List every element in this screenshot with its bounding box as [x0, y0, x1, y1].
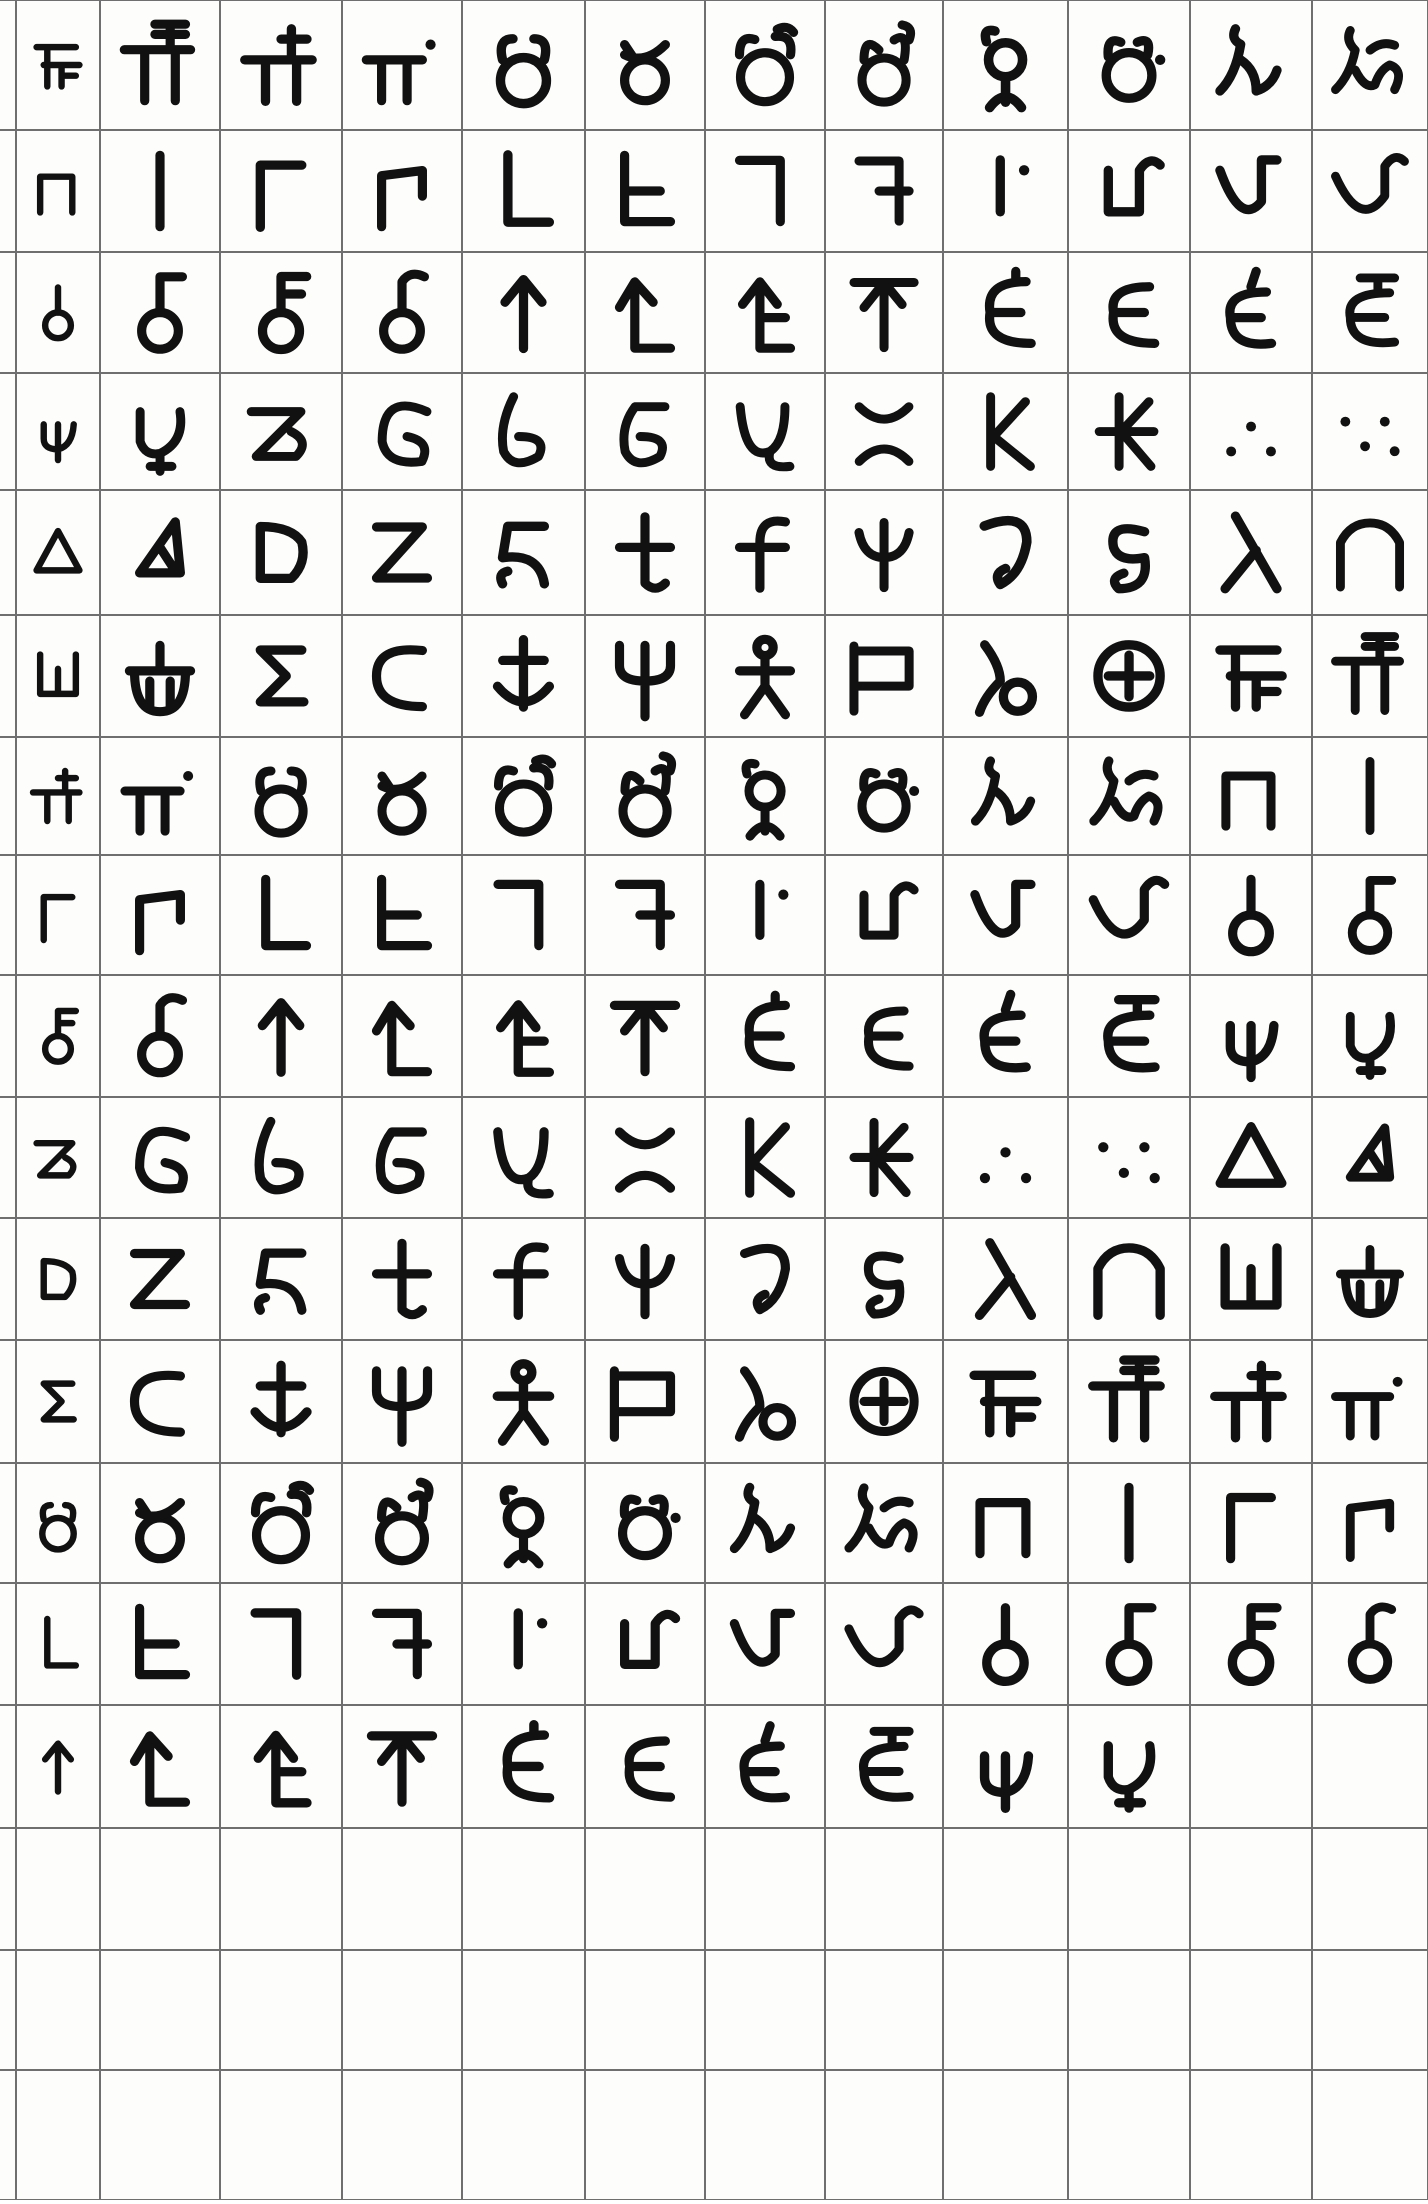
glyph-gamma-icon — [260, 165, 301, 227]
glyph-pi-top-icon — [1093, 1360, 1160, 1438]
glyph-tick-dot-icon — [518, 1613, 547, 1665]
glyph-swan-icon — [984, 521, 1027, 585]
glyph-z-loop-icon — [37, 1143, 74, 1175]
glyph-pi-dot-icon — [366, 40, 435, 101]
glyph-hook-icon — [985, 30, 1022, 107]
glyph-epsilon-tick-icon — [984, 994, 1026, 1067]
glyph-bar-stem-icon — [1226, 776, 1271, 826]
glyph-box-flag-icon — [614, 1371, 670, 1437]
glyph-plus-foot-icon — [620, 517, 671, 588]
glyph-z-icon — [135, 1254, 186, 1305]
glyph-corner-flag-icon — [382, 171, 423, 227]
glyph-double-bar-stem-icon — [974, 1375, 1037, 1432]
glyph-dots-four-icon — [1098, 1142, 1160, 1183]
glyph-pi-dot-icon — [1335, 1377, 1402, 1436]
glyph-arrow-tick-icon — [371, 1736, 432, 1802]
glyph-e-comb-icon — [625, 155, 671, 221]
glyph-g-hook-icon — [382, 406, 427, 462]
glyph-fork-icon — [620, 645, 671, 716]
glyph-ring-stem-icon — [45, 288, 71, 339]
glyph-cup-stem-icon — [975, 884, 1031, 933]
glyph-cup-hook-icon — [849, 1610, 919, 1663]
glyph-six-cap-icon — [624, 407, 665, 463]
glyph-ring-loop-icon — [862, 25, 911, 102]
glyph-curled-tripod-icon — [1335, 30, 1398, 89]
glyph-cup-hook-icon — [1093, 880, 1164, 934]
glyph-k-icon — [991, 397, 1031, 467]
glyph-dotted-hook-icon — [623, 1499, 681, 1556]
glyph-seven-bar-icon — [620, 884, 671, 945]
glyph-ring-cross-icon — [140, 1503, 181, 1559]
glyph-trident-foot-icon — [140, 412, 181, 472]
glyph-arrow-icon — [505, 280, 542, 349]
glyph-seven-icon — [740, 160, 781, 221]
glyph-chi-icon — [859, 407, 909, 462]
glyph-w-box-icon — [40, 655, 76, 694]
glyph-curl-icon — [868, 1256, 899, 1314]
glyph-tripod-icon — [1220, 29, 1277, 91]
glyph-seal-icon — [854, 1371, 914, 1431]
glyph-six-icon — [502, 397, 541, 463]
glyph-ring-cross-icon — [625, 45, 666, 101]
glyph-tick-dot-icon — [760, 884, 789, 935]
glyph-arch-icon — [1340, 523, 1399, 587]
glyph-corner-flag-icon — [140, 895, 181, 951]
glyph-ring-f-icon — [384, 274, 425, 349]
glyph-epsilon-stem-icon — [749, 995, 790, 1066]
glyph-epsilon-tick-icon — [1230, 271, 1272, 344]
glyph-arrow-bar-icon — [258, 1735, 307, 1802]
glyph-ring-loop-icon — [380, 1482, 429, 1561]
glyph-trident-foot-icon — [1350, 1016, 1390, 1075]
glyph-pi-tick-icon — [1215, 1365, 1282, 1438]
glyph-ring-cap-icon — [142, 277, 183, 349]
glyph-seven-icon — [255, 1613, 296, 1675]
glyph-triangle-icon — [1220, 1127, 1282, 1184]
glyph-lambda-icon — [1225, 516, 1277, 589]
glyph-bent-hook-icon — [1108, 161, 1160, 212]
glyph-six-cap-icon — [380, 1132, 422, 1190]
glyph-person-icon — [497, 1364, 549, 1441]
glyph-f-icon — [498, 1247, 545, 1315]
glyph-psi-icon — [620, 1248, 671, 1314]
glyph-d-icon — [260, 527, 303, 579]
glyph-ring-cross-icon — [382, 776, 422, 831]
glyph-trident-foot-icon — [1108, 1746, 1150, 1808]
glyph-pi-tick-icon — [33, 771, 79, 821]
glyph-layer — [33, 24, 1405, 1808]
glyph-ring-horns-icon — [256, 1485, 310, 1559]
glyph-hook-icon — [746, 763, 781, 836]
glyph-epsilon-icon — [629, 1741, 670, 1797]
glyph-seven-bar-icon — [859, 161, 909, 221]
glyph-l-foot-icon — [508, 155, 549, 222]
glyph-ring-cap-icon — [1352, 880, 1391, 950]
glyph-ring-stem-icon — [1233, 879, 1270, 951]
glyph-epsilon-stem-icon — [990, 271, 1032, 343]
glyph-dotted-hook-icon — [1106, 41, 1165, 99]
glyph-ring-loop-icon — [623, 756, 672, 833]
glyph-bent-hook-icon — [864, 886, 914, 935]
glyph-dotted-hook-icon — [862, 772, 919, 828]
glyph-s-hook-icon — [501, 526, 545, 583]
glyph-gamma-icon — [1231, 1498, 1272, 1559]
glyph-lambda-icon — [980, 1243, 1032, 1316]
glyph-arrow-tail-icon — [135, 1736, 186, 1802]
glyph-dots-four-icon — [1340, 417, 1399, 456]
glyph-cup-stem-icon — [734, 1613, 790, 1662]
glyph-ring-hook-icon — [42, 1505, 73, 1549]
glyph-z-icon — [377, 527, 428, 578]
glyph-epsilon-bar-icon — [1350, 278, 1395, 343]
glyph-l-foot-icon — [266, 879, 307, 945]
glyph-plus-foot-icon — [377, 1243, 428, 1314]
glyph-d-icon — [44, 1261, 73, 1297]
glyph-tripod-icon — [734, 1487, 790, 1548]
glyph-trident-lean-icon — [985, 1756, 1029, 1808]
glyph-epsilon-stem-icon — [507, 1725, 549, 1798]
glyph-fork-icon — [377, 1371, 428, 1442]
glyph-bar-stem-icon — [40, 177, 72, 213]
glyph-curled-tripod-icon — [849, 1488, 913, 1548]
glyph-bent-hook-icon — [625, 1614, 676, 1664]
glyph-six-icon — [259, 1122, 299, 1190]
glyph-ring-f-icon — [142, 998, 183, 1073]
glyph-psi-icon — [859, 522, 909, 587]
glyph-cup-tail-icon — [498, 1132, 549, 1194]
glyph-ring-hook-icon — [259, 771, 303, 833]
glyph-cup-tail-icon — [740, 407, 790, 467]
glyph-pi-top-icon — [124, 24, 190, 101]
glyph-epsilon-bar-icon — [863, 1731, 909, 1797]
glyph-epsilon-bar-icon — [1108, 1000, 1155, 1068]
glyph-anchor-icon — [498, 640, 550, 707]
glyph-arch-icon — [1098, 1248, 1160, 1315]
glyph-chi-icon — [620, 1132, 671, 1188]
glyph-person-icon — [740, 639, 791, 714]
glyph-ring-f-icon — [1352, 1607, 1391, 1680]
glyph-arrow-icon — [45, 1744, 71, 1792]
glyph-cup-hook-icon — [1335, 157, 1404, 209]
glyph-seven-bar-icon — [377, 1613, 428, 1674]
glyph-cup-stem-icon — [1220, 160, 1277, 210]
glyph-triangle-icon — [37, 531, 80, 570]
glyph-e-comb-icon — [140, 1608, 186, 1674]
glyph-double-bar-stem-icon — [37, 47, 80, 86]
glyph-sigma-icon — [44, 1384, 74, 1420]
glyph-bowl-cross-icon — [129, 645, 190, 711]
glyph-ring-bars-icon — [262, 277, 306, 350]
glyph-tick-dot-icon — [1000, 160, 1029, 212]
glyph-arrow-tick-icon — [614, 1005, 675, 1071]
glyph-dots-three-icon — [980, 1147, 1031, 1183]
glyph-k-bar-icon — [1099, 397, 1154, 467]
glyph-arrow-icon — [262, 1003, 299, 1072]
glyph-corner-flag-icon — [1350, 1503, 1389, 1557]
glyph-ring-cap-icon — [1110, 1608, 1151, 1682]
glyph-ring-horns-icon — [498, 759, 551, 832]
glyph-triangle-filled-icon — [140, 522, 181, 573]
glyph-arrow-tail-icon — [620, 282, 671, 348]
glyph-pi-dot-icon — [125, 771, 193, 831]
glyph-pi-tick-icon — [245, 29, 312, 102]
glyph-k-bar-icon — [854, 1122, 909, 1192]
glyph-triangle-filled-icon — [1350, 1128, 1389, 1177]
glyph-e-comb-icon — [382, 879, 428, 945]
glyph-arrow-bar-icon — [743, 282, 791, 348]
glyph-ring-hook-icon — [500, 39, 546, 104]
glyph-dots-three-icon — [1226, 422, 1276, 457]
glyph-epsilon-tick-icon — [744, 1726, 785, 1798]
glyph-bar-stem-icon — [980, 1503, 1026, 1554]
glyph-bowl-cross-icon — [1340, 1249, 1399, 1313]
glyph-ring-bars-icon — [1232, 1608, 1277, 1682]
glyph-curled-tripod-icon — [1094, 761, 1158, 821]
glyph-swan-icon — [745, 1248, 786, 1309]
glyph-arrow-tail-icon — [377, 1005, 428, 1071]
glyph-ring-horns-icon — [740, 27, 794, 101]
glyph-k-icon — [750, 1122, 791, 1193]
glyph-c-icon — [377, 650, 423, 707]
glyph-sigma-icon — [260, 650, 304, 702]
glyph-c-icon — [135, 1375, 181, 1432]
glyph-anchor-icon — [255, 1365, 307, 1432]
glyph-s-hook-icon — [259, 1253, 302, 1310]
glyph-z-loop-icon — [251, 412, 302, 457]
glyph-tripod-icon — [975, 761, 1030, 821]
glyph-lambda-ring-icon — [980, 645, 1033, 712]
glyph-epsilon-icon — [1113, 287, 1155, 344]
glyph-arrow-bar-icon — [501, 1005, 550, 1072]
glyph-ring-stem-icon — [987, 1608, 1024, 1682]
glyph-hook-icon — [504, 1490, 540, 1564]
glyph-gamma-icon — [44, 897, 73, 940]
glyph-seven-icon — [498, 884, 539, 945]
glyph-trident-lean-icon — [1230, 1026, 1274, 1078]
glyph-arrow-tick-icon — [854, 282, 914, 347]
glyph-pi-top-icon — [1335, 637, 1399, 711]
glyph-g-hook-icon — [140, 1131, 186, 1189]
glyph-trident-lean-icon — [44, 424, 74, 460]
glyph-box-flag-icon — [854, 646, 909, 711]
glyph-ring-bars-icon — [45, 1011, 76, 1062]
glyph-f-icon — [740, 521, 786, 588]
glyph-curl-icon — [1113, 529, 1145, 589]
glyph-w-box-icon — [1225, 1248, 1277, 1305]
glyph-epsilon-icon — [868, 1011, 909, 1066]
glyph-l-foot-icon — [47, 1619, 76, 1665]
glyph-seal-icon — [1098, 645, 1160, 707]
glyph-lambda-ring-icon — [740, 1371, 792, 1437]
glyph-double-bar-stem-icon — [1220, 650, 1282, 707]
